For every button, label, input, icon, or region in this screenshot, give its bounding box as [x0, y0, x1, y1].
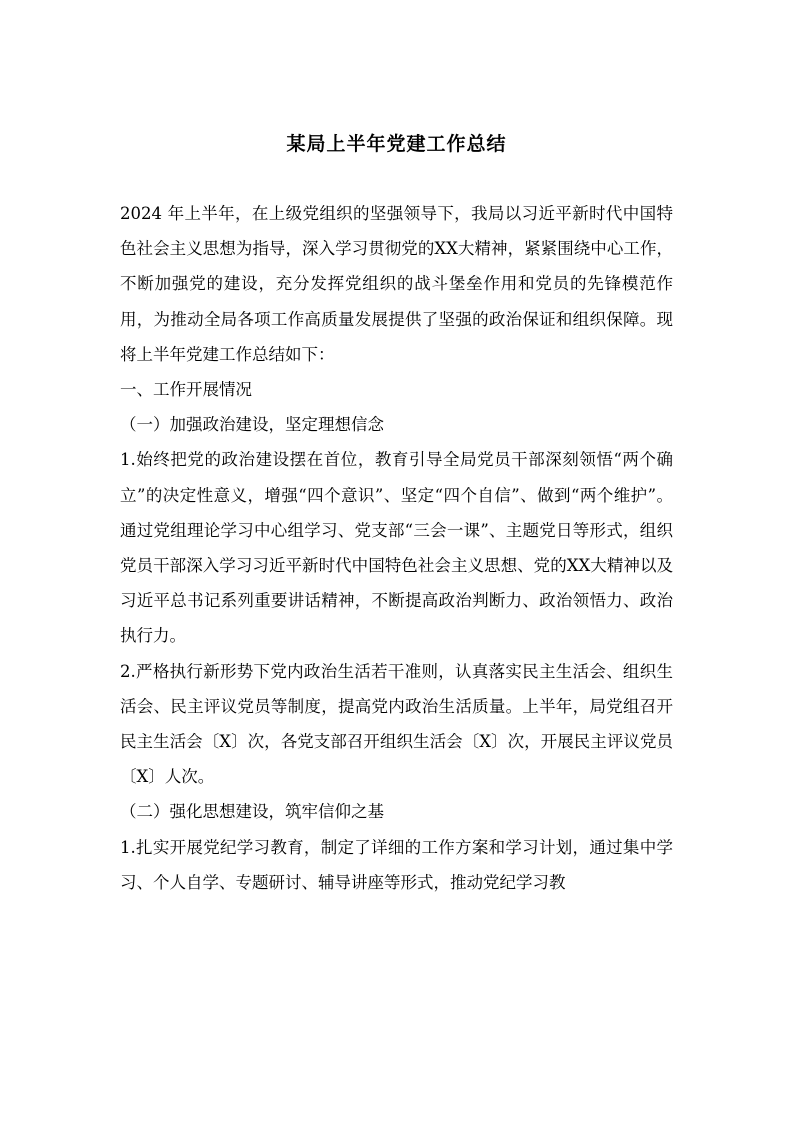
subsection-heading: （一）加强政治建设，坚定理想信念 — [120, 415, 384, 435]
body-paragraph: 1.始终把党的政治建设摆在首位，教育引导全局党员干部深刻领悟“两个确立”的决定性意义，增强“四个意识”、坚定“四个自信”、做到“两个维护”。通过党组理论学习中心组学习、党支部“三会一课”、主题党日等形式，组织党员干部深入学习习近平新时代中国特色社会主义思想、党的XX大精神以及习近平总书记系列重要讲话精神，不断提高政治判断力、政治领悟力、政治执行力。 — [120, 450, 673, 646]
section-heading: 一、工作开展情况 — [120, 380, 252, 400]
subsection-heading: （二）强化思想建设，筑牢信仰之基 — [120, 802, 384, 822]
intro-paragraph: 2024 年上半年，在上级党组织的坚强领导下，我局以习近平新时代中国特色社会主义思想为指导，深入学习贯彻党的XX大精神，紧紧围绕中心工作，不断加强党的建设，充分发挥党组织的战斗堡垒作用和党员的先锋模范作用，为推动全局各项工作高质量发展提供了坚强的政治保证和组织保障。现将上半年党建工作总结如下： — [120, 204, 673, 364]
document-body — [120, 196, 673, 900]
body-paragraph: 1.扎实开展党纪学习教育，制定了详细的工作方案和学习计划，通过集中学习、个人自学、专题研讨、辅导讲座等形式，推动党纪学习教 — [120, 837, 673, 892]
body-paragraph: 2.严格执行新形势下党内政治生活若干准则，认真落实民主生活会、组织生活会、民主评议党员等制度，提高党内政治生活质量。上半年，局党组召开民主生活会〔X〕次，各党支部召开组织生活会〔X〕次，开展民主评议党员〔X〕人次。 — [120, 661, 673, 787]
document-title: 某局上半年党建工作总结 — [286, 133, 507, 155]
